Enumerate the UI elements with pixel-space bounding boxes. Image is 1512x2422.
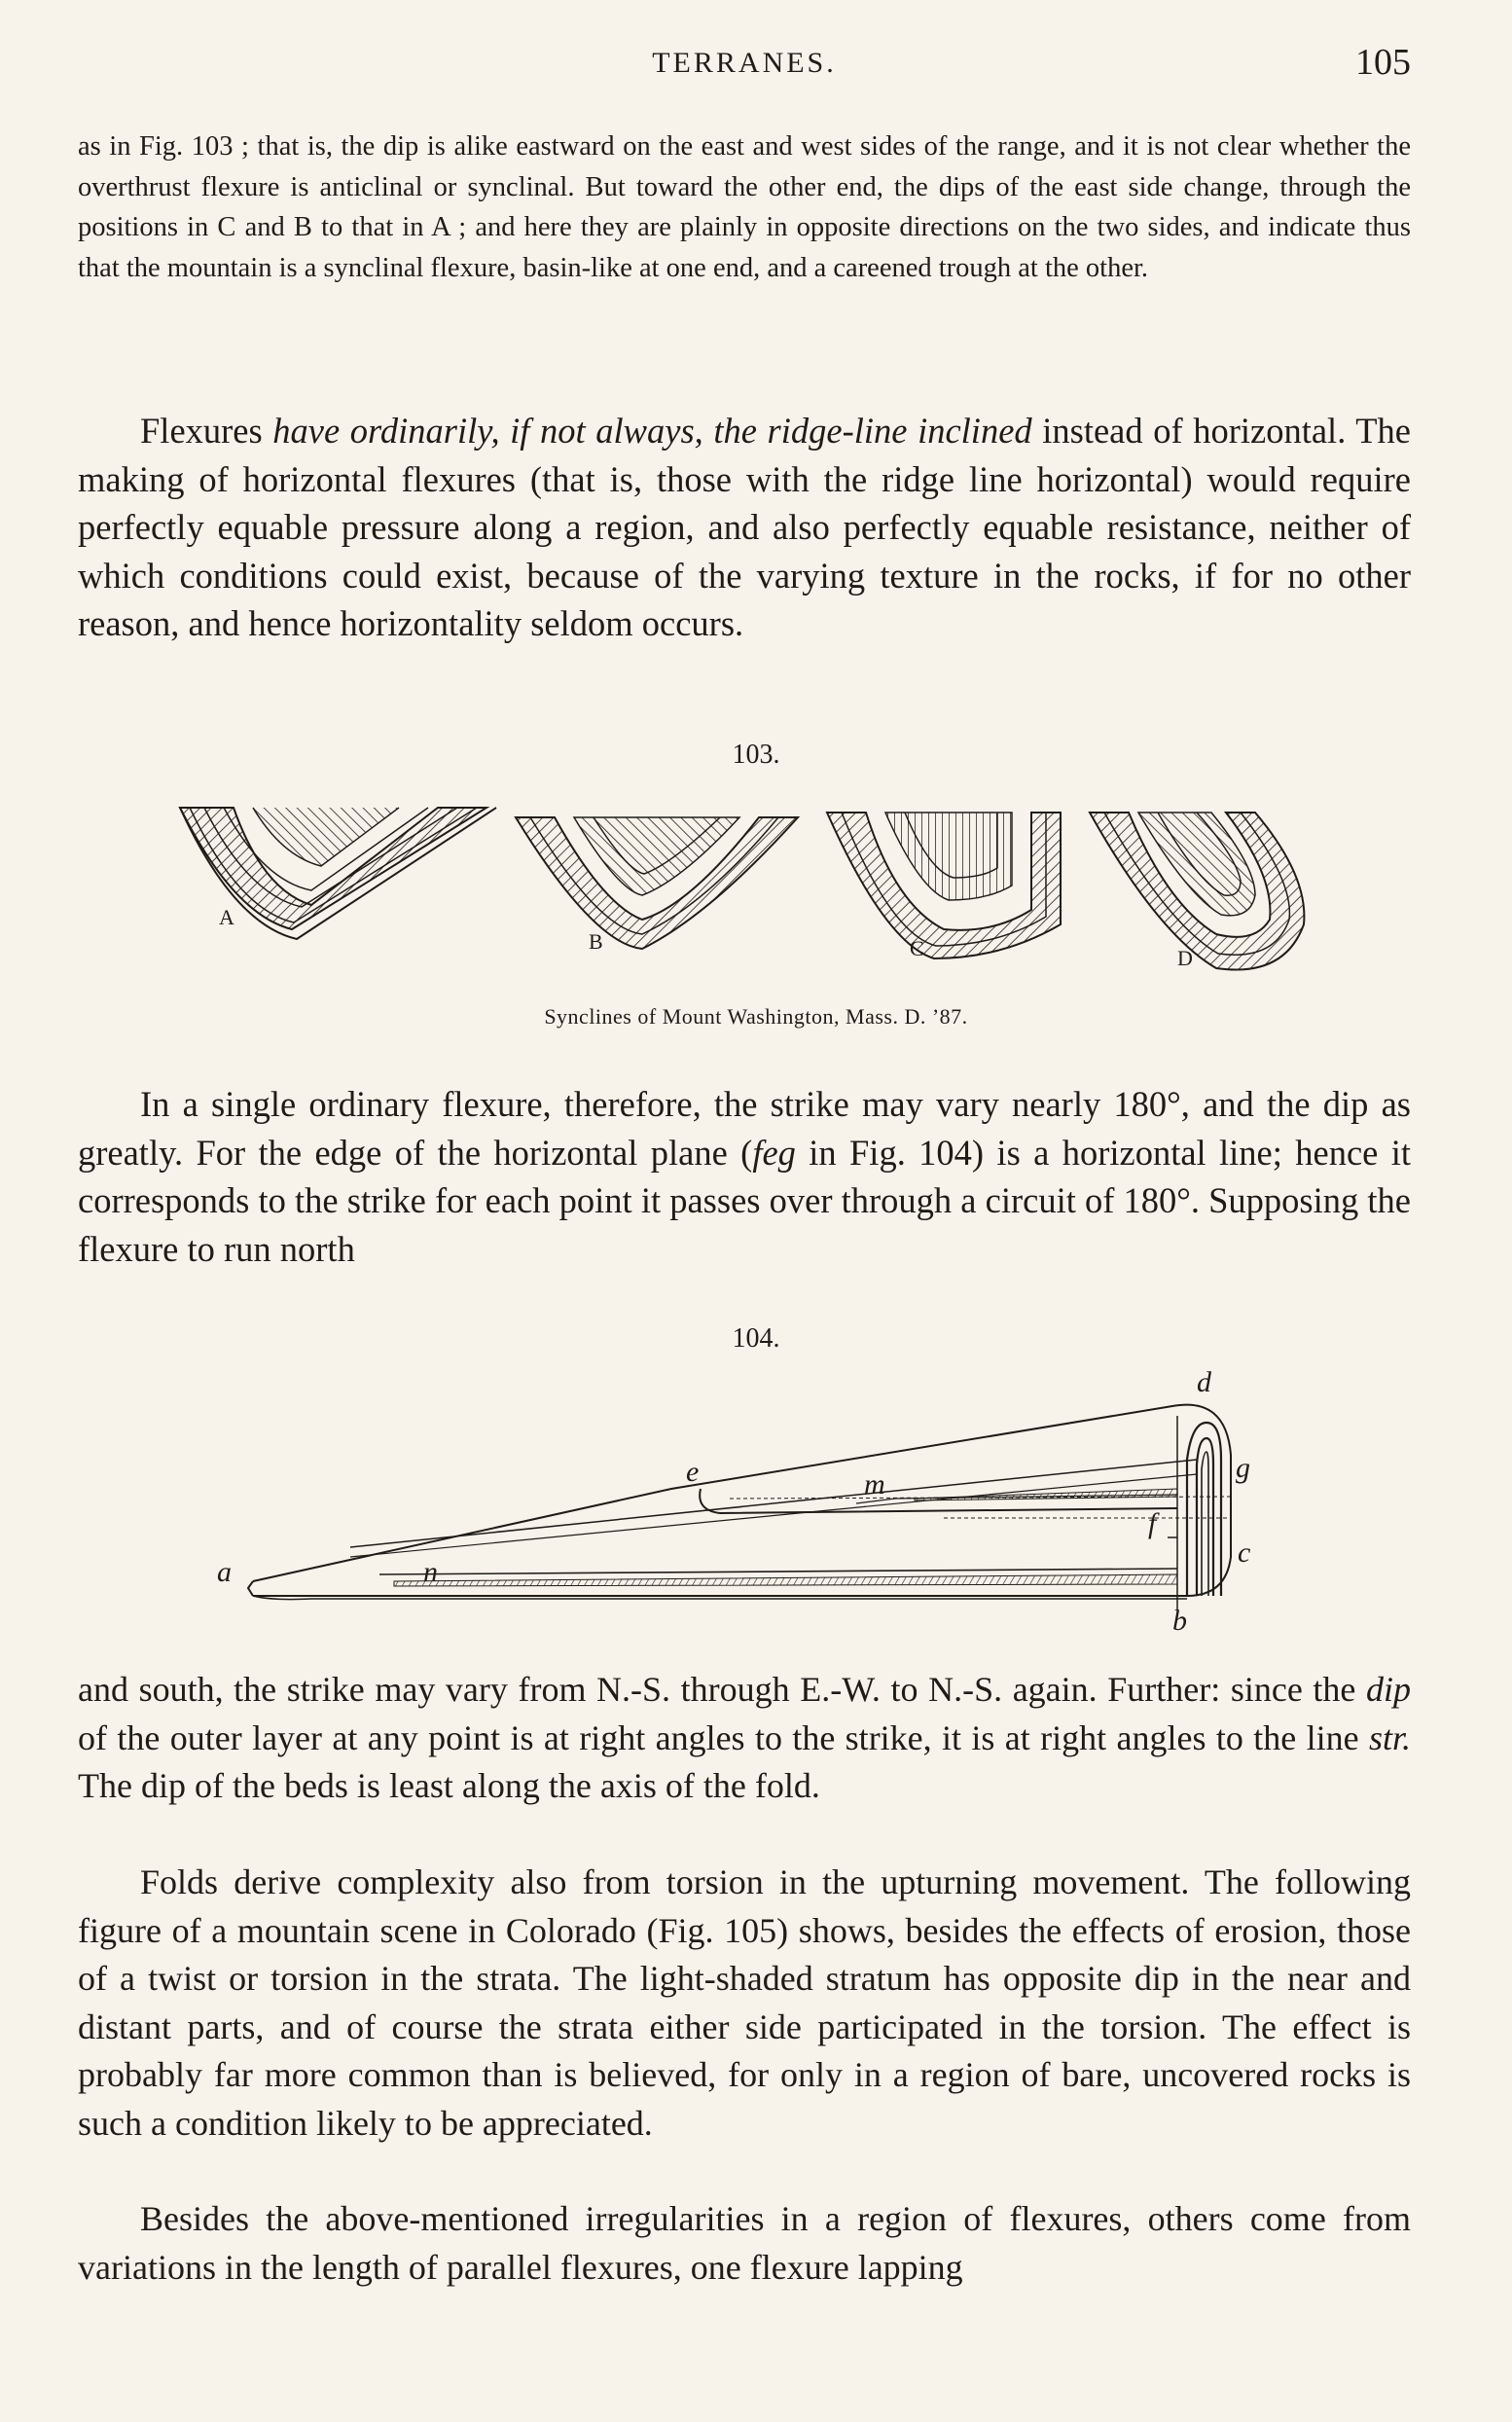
figure-104-number: 104. bbox=[732, 1323, 780, 1354]
page-number: 105 bbox=[1355, 42, 1411, 83]
paragraph-strike-start: and south, the strike may vary from N.-S. through E.-W. to N.-S. again. Further: since the bbox=[78, 1670, 1366, 1709]
running-head bbox=[78, 41, 1411, 90]
paragraph-single-flexure bbox=[78, 1080, 1411, 1273]
paragraph-flexures bbox=[78, 407, 1411, 648]
flexure-diagram bbox=[214, 1362, 1304, 1635]
paragraph-strike-mid: of the outer layer at any point is at right angles to the strike, it is at right angles to the line bbox=[78, 1717, 1369, 1757]
paragraph-torsion: Folds derive complexity also from torsion in the upturning movement. The following figure of a mountain scene in Colorado (Fig. 105) shows, besides the effects of erosion, those of a twist or torsion in the strata. The light-shaded stratum has opposite dip in the near and distant parts, and of course the strata either side participated in the torsion. The effect is probably far more common than is believed, for only in a region of bare, uncovered rocks is such a condition likely to be appreciated. bbox=[78, 1862, 1411, 2143]
running-title: TERRANES. bbox=[652, 47, 837, 79]
syncline-b bbox=[516, 817, 798, 954]
paragraph-strike bbox=[78, 1666, 1411, 1811]
figure-103-caption: Synclines of Mount Washington, Mass. D. ’87. bbox=[544, 1004, 968, 1029]
syncline-c bbox=[827, 813, 1061, 960]
paragraph-strike-str: str. bbox=[1368, 1717, 1411, 1757]
paragraph-single-flexure-emphasis: feg bbox=[752, 1132, 796, 1173]
label-f: f bbox=[1148, 1507, 1157, 1539]
label-g: g bbox=[1236, 1452, 1250, 1484]
figure-103-synclines bbox=[165, 798, 1352, 1012]
paragraph-single-flexure-rest: in Fig. 104) is a horizontal line; hence it corresponds to the strike for each point it passes over through a circuit of 180°. Supposing the flexure to run north bbox=[78, 1132, 1411, 1269]
label-a: A bbox=[219, 905, 234, 929]
paragraph-single-flexure-start: In a single ordinary flexure, therefore, the strike may vary nearly 180°, and the dip as greatly. For the edge of the horizontal plane ( bbox=[78, 1084, 1411, 1173]
label-a: a bbox=[217, 1556, 232, 1588]
label-b: B bbox=[589, 929, 603, 954]
figure-104-flexure bbox=[214, 1362, 1304, 1635]
paragraph-flexures-rest: instead of horizontal. The making of horizontal flexures (that is, those with the ridge line horizontal) would require perfectly equable pressure along a region, and also perfectly equable resistance, neither of which conditions could exist, because of the varying texture in the rocks, if for no other reason, and hence horizontality seldom occurs. bbox=[78, 411, 1411, 643]
label-c: c bbox=[1238, 1536, 1251, 1569]
paragraph-flexures-emphasis: have ordinarily, if not always, the ridge-line inclined bbox=[272, 411, 1032, 451]
syncline-a bbox=[180, 808, 496, 939]
figure-103-number: 103. bbox=[732, 740, 780, 770]
label-m: m bbox=[864, 1468, 885, 1500]
paragraph-continued: as in Fig. 103 ; that is, the dip is alike eastward on the east and west sides of the range, and it is not clear whether the overthrust flexure is anticlinal or synclinal. But toward the other end, the dips of the east side change, through the positions in C and B to that in A ; and here they are plainly in opposite directions on the two sides, and indicate thus that the mountain is a synclinal flexure, basin-like at one end, and a careened trough at the other. bbox=[78, 131, 1411, 283]
label-b: b bbox=[1172, 1605, 1187, 1635]
label-d: d bbox=[1197, 1366, 1211, 1398]
syncline-d bbox=[1090, 813, 1304, 970]
paragraph-strike-rest: The dip of the beds is least along the axis of the fold. bbox=[78, 1766, 820, 1805]
label-n: n bbox=[423, 1556, 438, 1588]
label-e: e bbox=[686, 1456, 700, 1488]
paragraph-irregularities: Besides the above-mentioned irregularities in a region of flexures, others come from variations in the length of parallel flexures, one flexure lapping bbox=[78, 2199, 1411, 2287]
syncline-drawings bbox=[165, 798, 1352, 1012]
paragraph-flexures-start: Flexures bbox=[140, 411, 273, 451]
label-d: D bbox=[1177, 946, 1193, 970]
paragraph-strike-dip: dip bbox=[1365, 1670, 1411, 1709]
label-c: C bbox=[910, 936, 924, 960]
